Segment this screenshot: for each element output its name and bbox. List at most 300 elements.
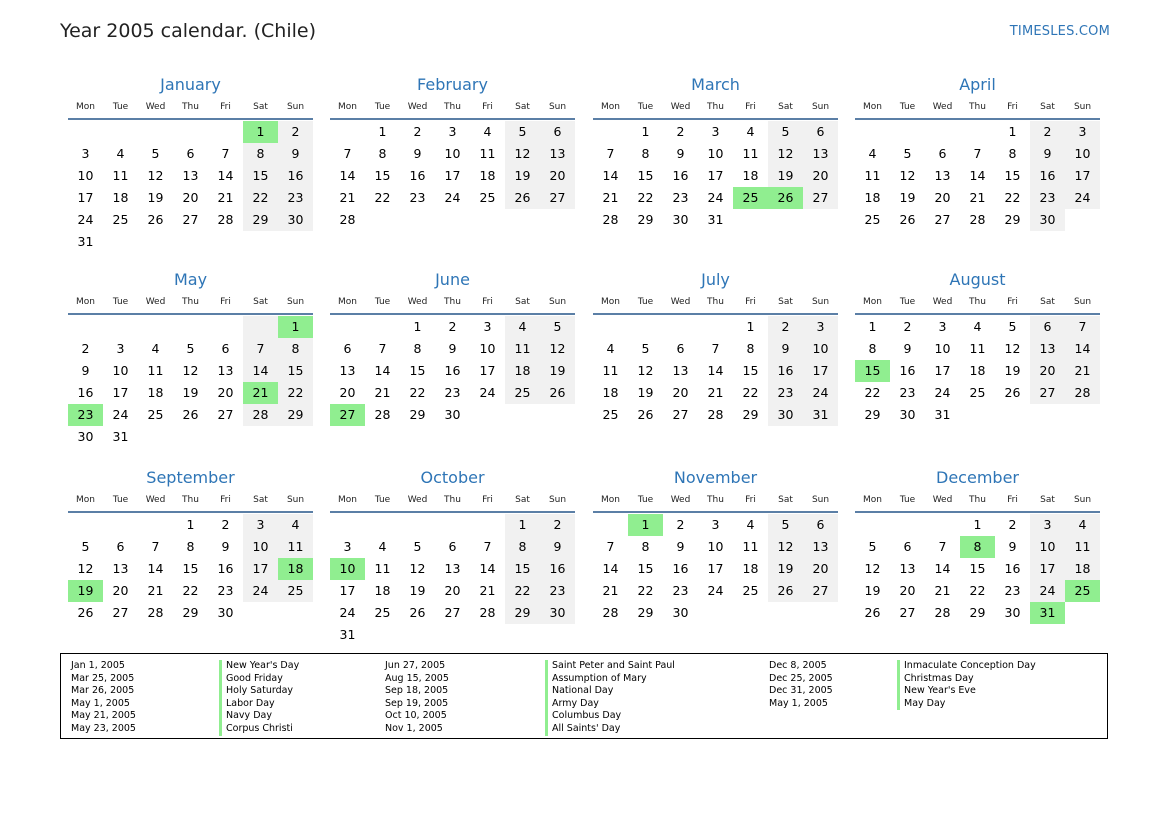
- empty-day-cell: [470, 624, 505, 646]
- day-cell: 5: [768, 121, 803, 143]
- month-october: [330, 468, 575, 646]
- day-cell: 25: [742, 583, 759, 598]
- empty-day-cell: [435, 514, 470, 536]
- day-cell: 1: [1008, 124, 1017, 139]
- day-cell: 17: [444, 168, 461, 183]
- day-cell: 2: [1030, 121, 1065, 143]
- day-cell: 24: [112, 407, 129, 422]
- weekday-header: [68, 493, 313, 508]
- day-cell: 30: [1004, 605, 1021, 620]
- day-cell: 4: [973, 319, 982, 334]
- day-cell: 25: [505, 382, 540, 404]
- day-cell: 16: [77, 385, 94, 400]
- day-cell: 7: [151, 539, 160, 554]
- day-cell: 10: [1065, 143, 1100, 165]
- day-cell: 5: [413, 539, 422, 554]
- day-cell: 22: [182, 583, 199, 598]
- empty-day-cell: [138, 426, 173, 448]
- day-cell: 14: [602, 168, 619, 183]
- weekday-label: Thu: [969, 297, 986, 307]
- day-cell: 28: [147, 605, 164, 620]
- holiday-day-cell: 25: [1065, 580, 1100, 602]
- day-cell: 20: [217, 385, 234, 400]
- day-cell: 23: [672, 583, 689, 598]
- day-cell: 22: [742, 385, 759, 400]
- month-may: [68, 270, 313, 448]
- weekday-label: Fri: [482, 495, 493, 505]
- weekday-label: Fri: [220, 102, 231, 112]
- holiday-day-cell: 27: [330, 404, 365, 426]
- day-cell: 25: [147, 407, 164, 422]
- day-cell: 15: [505, 558, 540, 580]
- holiday-day-cell: 31: [1030, 602, 1065, 624]
- empty-day-cell: [593, 316, 628, 338]
- day-cell: 31: [803, 404, 838, 426]
- empty-day-cell: [208, 316, 243, 338]
- day-cell: 15: [374, 168, 391, 183]
- day-grid: [68, 316, 313, 448]
- empty-day-cell: [103, 231, 138, 253]
- day-cell: 9: [540, 536, 575, 558]
- day-cell: 14: [147, 561, 164, 576]
- empty-day-cell: [68, 316, 103, 338]
- day-cell: 7: [606, 539, 615, 554]
- empty-day-cell: [960, 404, 995, 426]
- empty-day-cell: [435, 624, 470, 646]
- day-cell: 14: [479, 561, 496, 576]
- holiday-date: Jun 27, 2005: [385, 660, 446, 671]
- day-cell: 15: [637, 561, 654, 576]
- day-cell: 17: [112, 385, 129, 400]
- holiday-name: New Year's Day: [219, 660, 299, 673]
- day-cell: 18: [742, 168, 759, 183]
- day-cell: 24: [444, 190, 461, 205]
- weekday-label: Wed: [932, 102, 953, 112]
- day-cell: 9: [903, 341, 912, 356]
- day-cell: 29: [637, 605, 654, 620]
- weekday-label: Tue: [899, 297, 916, 307]
- weekday-label: Sun: [286, 495, 305, 505]
- weekday-label: Fri: [1007, 102, 1018, 112]
- weekday-label: Fri: [482, 102, 493, 112]
- day-cell: 17: [707, 168, 724, 183]
- day-cell: 3: [803, 316, 838, 338]
- day-cell: 17: [1065, 165, 1100, 187]
- weekday-label: Sat: [1040, 297, 1055, 307]
- day-cell: 21: [217, 190, 234, 205]
- empty-day-cell: [243, 426, 278, 448]
- day-cell: 28: [217, 212, 234, 227]
- day-cell: 30: [217, 605, 234, 620]
- day-cell: 18: [1065, 558, 1100, 580]
- day-cell: 1: [505, 514, 540, 536]
- day-cell: 28: [969, 212, 986, 227]
- day-cell: 21: [147, 583, 164, 598]
- holiday-name: Christmas Day: [897, 673, 1036, 686]
- weekday-label: Sat: [515, 297, 530, 307]
- weekday-label: Mon: [338, 297, 357, 307]
- day-cell: 2: [676, 517, 685, 532]
- site-logo[interactable]: TIMESLES.COM: [1009, 24, 1110, 39]
- month-name: June: [435, 270, 470, 289]
- day-cell: 19: [1004, 363, 1021, 378]
- holiday-date: May 1, 2005: [71, 697, 130, 709]
- day-cell: 13: [1030, 338, 1065, 360]
- day-cell: 14: [969, 168, 986, 183]
- day-cell: 17: [1030, 558, 1065, 580]
- weekday-label: Mon: [863, 102, 882, 112]
- month-june: [330, 270, 575, 426]
- day-cell: 18: [602, 385, 619, 400]
- holiday-day-cell: 18: [278, 558, 313, 580]
- legend-date-column: [385, 660, 449, 736]
- weekday-label: Thu: [707, 102, 724, 112]
- day-cell: 7: [606, 146, 615, 161]
- holiday-legend: [60, 653, 1108, 739]
- month-november: [593, 468, 838, 624]
- day-cell: 24: [243, 580, 278, 602]
- weekday-label: Wed: [407, 495, 428, 505]
- day-cell: 22: [969, 583, 986, 598]
- holiday-date: May 1, 2005: [769, 697, 828, 709]
- weekday-label: Fri: [1007, 297, 1018, 307]
- day-cell: 29: [637, 212, 654, 227]
- day-cell: 12: [899, 168, 916, 183]
- day-cell: 5: [540, 316, 575, 338]
- day-cell: 17: [243, 558, 278, 580]
- empty-day-cell: [663, 316, 698, 338]
- holiday-day-cell: 23: [68, 404, 103, 426]
- day-cell: 22: [409, 385, 426, 400]
- day-cell: 6: [343, 341, 352, 356]
- day-cell: 14: [602, 561, 619, 576]
- holiday-name: Navy Day: [219, 710, 299, 723]
- header-divider: [593, 118, 838, 120]
- weekday-label: Tue: [374, 297, 391, 307]
- day-cell: 24: [707, 583, 724, 598]
- day-cell: 4: [151, 341, 160, 356]
- day-cell: 11: [112, 168, 129, 183]
- day-cell: 21: [969, 190, 986, 205]
- day-cell: 21: [374, 385, 391, 400]
- day-cell: 10: [112, 363, 129, 378]
- day-cell: 29: [409, 407, 426, 422]
- weekday-label: Mon: [76, 495, 95, 505]
- day-cell: 24: [707, 190, 724, 205]
- holiday-date: Aug 15, 2005: [385, 672, 449, 684]
- weekday-header: [68, 295, 313, 310]
- day-cell: 20: [1030, 360, 1065, 382]
- day-cell: 8: [505, 536, 540, 558]
- day-cell: 19: [147, 190, 164, 205]
- day-cell: 23: [217, 583, 234, 598]
- day-cell: 11: [374, 561, 391, 576]
- day-cell: 10: [707, 146, 724, 161]
- empty-day-cell: [68, 514, 103, 536]
- empty-day-cell: [138, 514, 173, 536]
- day-cell: 20: [182, 190, 199, 205]
- weekday-label: Sun: [811, 495, 830, 505]
- day-cell: 28: [1065, 382, 1100, 404]
- empty-day-cell: [330, 121, 365, 143]
- day-cell: 30: [77, 429, 94, 444]
- day-cell: 16: [672, 561, 689, 576]
- day-cell: 6: [676, 341, 685, 356]
- holiday-date: Mar 26, 2005: [71, 685, 135, 697]
- day-cell: 16: [1030, 165, 1065, 187]
- day-cell: 19: [182, 385, 199, 400]
- day-cell: 10: [243, 536, 278, 558]
- header-divider: [855, 511, 1100, 513]
- day-cell: 20: [672, 385, 689, 400]
- empty-day-cell: [925, 514, 960, 536]
- day-cell: 16: [278, 165, 313, 187]
- day-cell: 15: [182, 561, 199, 576]
- day-cell: 15: [409, 363, 426, 378]
- day-cell: 10: [77, 168, 94, 183]
- day-cell: 7: [378, 341, 387, 356]
- day-cell: 30: [672, 605, 689, 620]
- day-cell: 4: [505, 316, 540, 338]
- weekday-label: Sat: [515, 495, 530, 505]
- day-cell: 28: [479, 605, 496, 620]
- day-cell: 9: [676, 146, 685, 161]
- day-cell: 5: [81, 539, 90, 554]
- day-cell: 24: [339, 605, 356, 620]
- holiday-date: Sep 18, 2005: [385, 685, 449, 697]
- empty-day-cell: [698, 602, 733, 624]
- day-cell: 12: [77, 561, 94, 576]
- day-cell: 5: [768, 514, 803, 536]
- day-cell: 19: [864, 583, 881, 598]
- day-cell: 1: [868, 319, 877, 334]
- day-cell: 2: [768, 316, 803, 338]
- day-cell: 13: [803, 143, 838, 165]
- weekday-label: Mon: [601, 102, 620, 112]
- day-cell: 22: [637, 583, 654, 598]
- day-cell: 12: [1004, 341, 1021, 356]
- day-cell: 21: [479, 583, 496, 598]
- day-cell: 8: [378, 146, 387, 161]
- month-name: July: [701, 270, 730, 289]
- day-cell: 11: [278, 536, 313, 558]
- day-cell: 4: [483, 124, 492, 139]
- day-cell: 22: [505, 580, 540, 602]
- day-grid: [330, 514, 575, 646]
- day-cell: 4: [746, 124, 755, 139]
- day-cell: 29: [278, 404, 313, 426]
- day-cell: 7: [243, 338, 278, 360]
- weekday-label: Sun: [548, 495, 567, 505]
- day-cell: 12: [409, 561, 426, 576]
- day-cell: 18: [374, 583, 391, 598]
- day-cell: 25: [602, 407, 619, 422]
- weekday-label: Mon: [338, 102, 357, 112]
- weekday-header: [330, 100, 575, 115]
- holiday-day-cell: 21: [243, 382, 278, 404]
- day-cell: 8: [746, 341, 755, 356]
- day-cell: 3: [483, 319, 492, 334]
- day-cell: 25: [278, 580, 313, 602]
- day-cell: 26: [1004, 385, 1021, 400]
- day-cell: 11: [602, 363, 619, 378]
- weekday-label: Fri: [745, 297, 756, 307]
- empty-day-cell: [103, 121, 138, 143]
- month-name: May: [173, 270, 208, 289]
- holiday-name: Good Friday: [219, 673, 299, 686]
- day-cell: 6: [116, 539, 125, 554]
- day-cell: 1: [378, 124, 387, 139]
- holiday-date: Dec 25, 2005: [769, 672, 833, 684]
- day-cell: 9: [768, 338, 803, 360]
- weekday-label: Sat: [253, 102, 268, 112]
- day-cell: 6: [1030, 316, 1065, 338]
- holiday-name: Corpus Christi: [219, 723, 299, 736]
- month-name: December: [936, 468, 1019, 487]
- empty-day-cell: [365, 316, 400, 338]
- day-cell: 23: [899, 385, 916, 400]
- weekday-label: Thu: [182, 495, 199, 505]
- weekday-label: Sun: [1073, 297, 1092, 307]
- day-cell: 13: [112, 561, 129, 576]
- holiday-date: May 21, 2005: [71, 710, 136, 722]
- empty-day-cell: [1065, 602, 1100, 624]
- day-cell: 19: [899, 190, 916, 205]
- day-cell: 3: [1065, 121, 1100, 143]
- day-cell: 18: [112, 190, 129, 205]
- day-cell: 2: [413, 124, 422, 139]
- weekday-label: Sun: [286, 297, 305, 307]
- day-cell: 7: [483, 539, 492, 554]
- weekday-label: Sun: [286, 102, 305, 112]
- weekday-label: Sat: [1040, 102, 1055, 112]
- empty-day-cell: [365, 514, 400, 536]
- day-cell: 25: [479, 190, 496, 205]
- day-cell: 13: [182, 168, 199, 183]
- holiday-name: Holy Saturday: [219, 685, 299, 698]
- day-cell: 11: [1065, 536, 1100, 558]
- day-cell: 20: [112, 583, 129, 598]
- day-cell: 21: [339, 190, 356, 205]
- month-april: [855, 75, 1100, 231]
- weekday-label: Sat: [1040, 495, 1055, 505]
- empty-day-cell: [103, 316, 138, 338]
- weekday-label: Mon: [76, 102, 95, 112]
- weekday-label: Fri: [1007, 495, 1018, 505]
- day-cell: 8: [641, 539, 650, 554]
- weekday-label: Mon: [601, 495, 620, 505]
- day-cell: 28: [602, 605, 619, 620]
- day-cell: 23: [444, 385, 461, 400]
- day-cell: 6: [448, 539, 457, 554]
- day-cell: 15: [1004, 168, 1021, 183]
- empty-day-cell: [243, 602, 278, 624]
- day-cell: 26: [540, 382, 575, 404]
- day-cell: 29: [742, 407, 759, 422]
- day-cell: 16: [540, 558, 575, 580]
- empty-day-cell: [400, 514, 435, 536]
- empty-day-cell: [173, 426, 208, 448]
- empty-day-cell: [505, 209, 540, 231]
- weekday-label: Wed: [407, 102, 428, 112]
- weekday-header: [330, 295, 575, 310]
- day-cell: 29: [1004, 212, 1021, 227]
- day-cell: 10: [803, 338, 838, 360]
- day-cell: 24: [1065, 187, 1100, 209]
- day-cell: 6: [938, 146, 947, 161]
- day-cell: 26: [864, 605, 881, 620]
- day-cell: 13: [217, 363, 234, 378]
- day-cell: 3: [711, 124, 720, 139]
- holiday-name: All Saints' Day: [545, 723, 675, 736]
- weekday-label: Wed: [670, 102, 691, 112]
- day-cell: 24: [479, 385, 496, 400]
- weekday-label: Mon: [338, 495, 357, 505]
- empty-day-cell: [400, 624, 435, 646]
- header-divider: [593, 511, 838, 513]
- month-march: [593, 75, 838, 231]
- holiday-day-cell: 19: [68, 580, 103, 602]
- day-cell: 26: [182, 407, 199, 422]
- day-cell: 19: [540, 360, 575, 382]
- empty-day-cell: [208, 426, 243, 448]
- day-cell: 27: [182, 212, 199, 227]
- weekday-label: Wed: [407, 297, 428, 307]
- holiday-day-cell: 1: [628, 514, 663, 536]
- day-cell: 12: [768, 143, 803, 165]
- weekday-label: Wed: [145, 297, 166, 307]
- day-cell: 18: [147, 385, 164, 400]
- day-cell: 22: [1004, 190, 1021, 205]
- empty-day-cell: [1065, 404, 1100, 426]
- day-cell: 23: [540, 580, 575, 602]
- day-cell: 30: [278, 209, 313, 231]
- day-cell: 22: [374, 190, 391, 205]
- day-cell: 11: [864, 168, 881, 183]
- day-cell: 4: [116, 146, 125, 161]
- holiday-name: Labor Day: [219, 698, 299, 711]
- day-cell: 16: [1004, 561, 1021, 576]
- day-cell: 24: [77, 212, 94, 227]
- day-cell: 13: [444, 561, 461, 576]
- day-cell: 2: [903, 319, 912, 334]
- day-cell: 27: [672, 407, 689, 422]
- empty-day-cell: [628, 316, 663, 338]
- day-cell: 6: [186, 146, 195, 161]
- holiday-name: Inmaculate Conception Day: [897, 660, 1036, 673]
- day-cell: 23: [409, 190, 426, 205]
- weekday-label: Tue: [374, 102, 391, 112]
- weekday-label: Sun: [1073, 495, 1092, 505]
- day-cell: 31: [339, 627, 356, 642]
- month-august: [855, 270, 1100, 426]
- weekday-label: Tue: [637, 297, 654, 307]
- empty-day-cell: [855, 121, 890, 143]
- day-cell: 17: [77, 190, 94, 205]
- day-cell: 23: [278, 187, 313, 209]
- weekday-label: Thu: [182, 297, 199, 307]
- day-cell: 5: [1008, 319, 1017, 334]
- weekday-label: Fri: [482, 297, 493, 307]
- day-cell: 8: [278, 338, 313, 360]
- day-cell: 9: [413, 146, 422, 161]
- day-cell: 29: [505, 602, 540, 624]
- day-cell: 23: [1030, 187, 1065, 209]
- empty-day-cell: [1030, 404, 1065, 426]
- day-cell: 9: [1030, 143, 1065, 165]
- header-divider: [855, 118, 1100, 120]
- holiday-date: Sep 19, 2005: [385, 697, 449, 709]
